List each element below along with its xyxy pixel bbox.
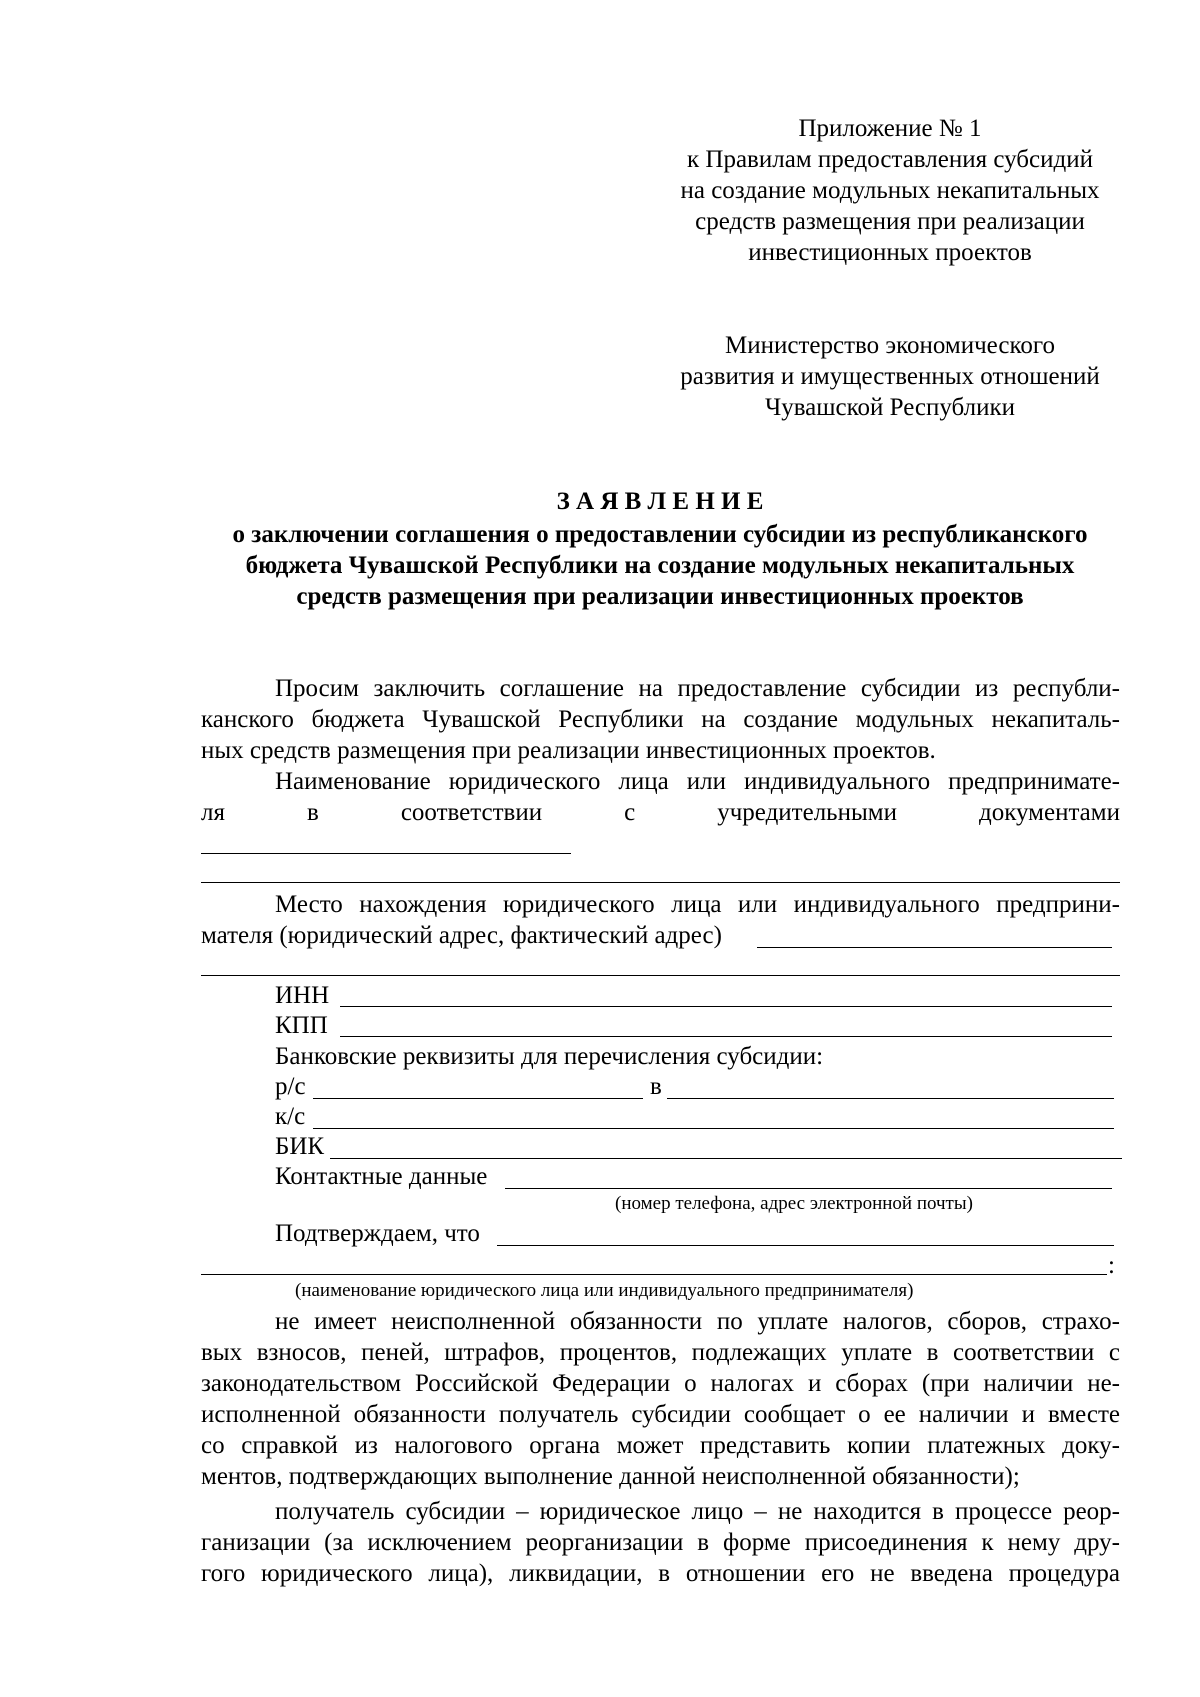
kpp-field[interactable] [340,1036,1112,1037]
appendix-block [655,113,1125,268]
confirm-label: Подтверждаем, что [275,1220,480,1247]
document-subtitle [170,519,1150,612]
appendix-line: инвестиционных проектов [748,239,1032,266]
appendix-line: на создание модульных некапитальных [680,177,1100,204]
word: с [624,799,636,826]
addressee-line: Министерство экономического [725,332,1055,359]
appendix-line: Приложение № 1 [798,115,982,142]
word: документами [978,799,1120,826]
rs-label: р/с [275,1073,306,1100]
word: ля [201,799,225,826]
address-blank-inline[interactable] [757,947,1112,948]
address-field-label-cont: мателя (юридический адрес, фактический адрес) [201,922,722,949]
body-line: получатель субсидии – юридическое лицо – не находится в процессе реор- [275,1498,1120,1525]
name-blank-full[interactable] [201,882,1120,883]
addressee-line: развития и имущественных отношений [680,363,1100,390]
word: в [307,799,319,826]
addressee-line: Чувашской Республики [764,394,1016,421]
name-field-label: Наименование юридического лица или индивидуального предпринимате- [275,768,1120,795]
address-blank-full[interactable] [201,975,1120,976]
kpp-label: КПП [275,1012,328,1039]
ks-field[interactable] [313,1128,1114,1129]
rs-in-label: в [650,1073,662,1100]
confirm-hint: (наименование юридического лица или индивидуального предпринимателя) [295,1280,914,1301]
body-line: ганизации (за исключением реорганизации в форме присоединения к нему дру- [201,1529,1120,1556]
intro-line: канского бюджета Чувашской Республики на создание модульных некапиталь- [201,706,1120,733]
subtitle-line: средств размещения при реализации инвестиционных проектов [296,583,1024,610]
body-line: законодательством Российской Федерации о налогах и сборах (при наличии не- [201,1370,1120,1397]
contacts-field[interactable] [505,1188,1112,1189]
body-line: ментов, подтверждающих выполнение данной неисполненной обязанности); [201,1463,1020,1490]
bik-label: БИК [275,1133,325,1160]
rs-field[interactable] [313,1098,643,1099]
name-field-label-cont [201,797,1120,828]
word: учредительными [717,799,897,826]
confirm-colon: : [1108,1252,1115,1279]
word: соответствии [400,799,543,826]
address-field-label: Место нахождения юридического лица или индивидуального предприни- [275,891,1120,918]
contacts-label: Контактные данные [275,1163,488,1190]
appendix-line: средств размещения при реализации [695,208,1085,235]
inn-field[interactable] [340,1006,1112,1007]
document-title: З А Я В Л Е Н И Е [556,488,764,515]
appendix-line: к Правилам предоставления субсидий [687,146,1093,173]
intro-line: Просим заключить соглашение на предоставление субсидии из республи- [275,675,1120,702]
ks-label: к/с [275,1103,306,1130]
intro-line: ных средств размещения при реализации инвестиционных проектов. [201,737,936,764]
inn-label: ИНН [275,982,330,1009]
rs-bank-field[interactable] [667,1098,1114,1099]
contacts-hint: (номер телефона, адрес электронной почты) [615,1193,973,1214]
bik-field[interactable] [330,1158,1122,1159]
body-line: со справкой из налогового органа может представить копии платежных доку- [201,1432,1120,1459]
bank-details-label: Банковские реквизиты для перечисления субсидии: [275,1043,824,1070]
confirm-field[interactable] [497,1245,1114,1246]
addressee-block [655,330,1125,423]
body-line: не имеет неисполненной обязанности по уплате налогов, сборов, страхо- [275,1308,1120,1335]
subtitle-line: бюджета Чувашской Республики на создание модульных некапитальных [245,552,1075,579]
body-line: вых взносов, пеней, штрафов, процентов, подлежащих уплате в соответствии с [201,1339,1120,1366]
subtitle-line: о заключении соглашения о предоставлении субсидии из республиканского [232,521,1088,548]
confirm-field-full[interactable] [201,1274,1107,1275]
body-line: гого юридического лица), ликвидации, в отношении его не введена процедура [201,1560,1120,1587]
name-blank-short[interactable] [201,853,571,854]
body-line: исполненной обязанности получатель субсидии сообщает о ее наличии и вместе [201,1401,1120,1428]
